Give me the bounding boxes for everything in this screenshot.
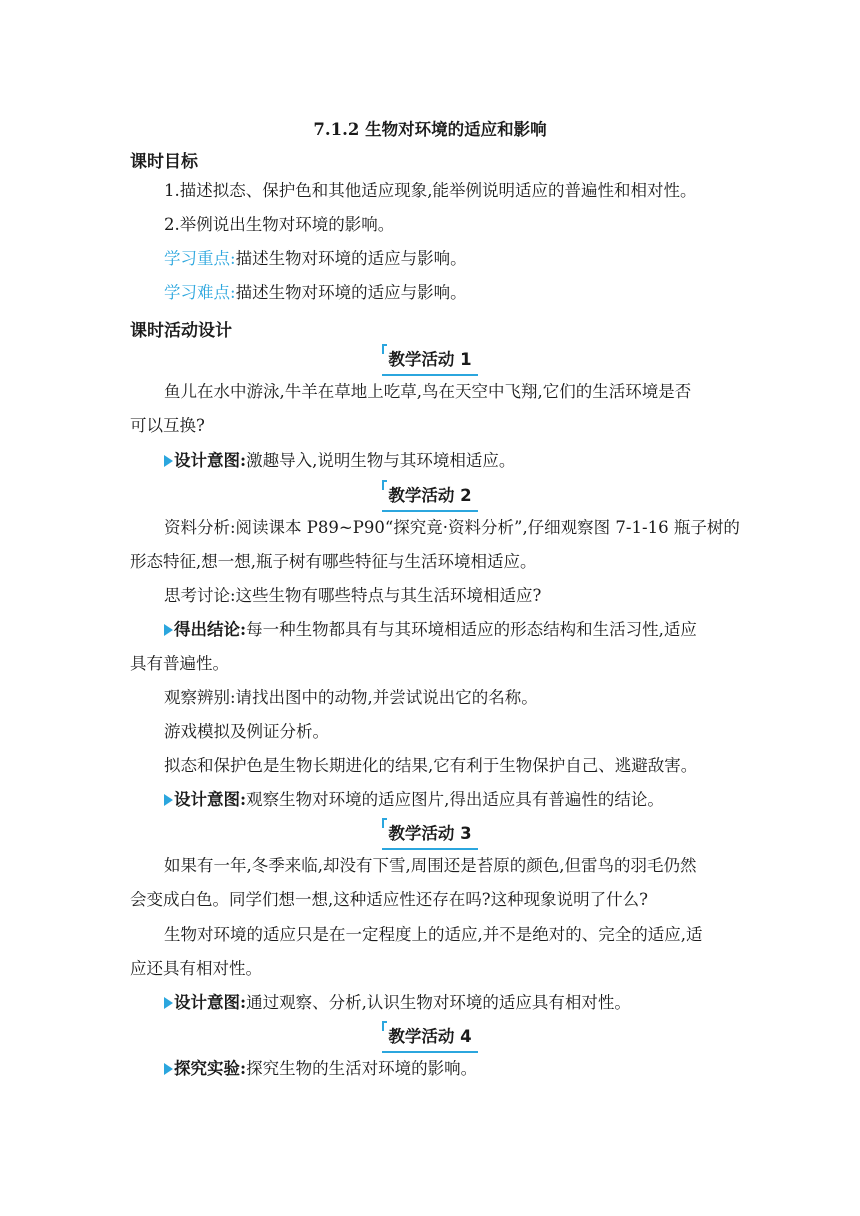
key-point [164, 249, 467, 269]
activity-1-label: 教学活动 1 [386, 346, 473, 373]
difficulty-text: 描述生物对环境的适应与影响。 [235, 283, 467, 302]
triangle-marker-icon [164, 624, 173, 636]
triangle-marker-icon [164, 794, 173, 806]
activity-2-observe: 观察辨别:请找出图中的动物,并尝试说出它的名称。 [164, 688, 538, 707]
design-heading: 课时活动设计 [130, 321, 232, 341]
intent-text: 激趣导入,说明生物与其环境相适应。 [246, 451, 516, 470]
activity-1-intent [164, 451, 515, 471]
goals-heading: 课时目标 [130, 152, 198, 172]
conclusion-text: 每一种生物都具有与其环境相适应的形态结构和生活习性,适应 [246, 620, 697, 639]
intent-text: 观察生物对环境的适应图片,得出适应具有普遍性的结论。 [246, 790, 664, 809]
activity-3-answer-line-1: 生物对环境的适应只是在一定程度上的适应,并不是绝对的、完全的适应,适 [164, 925, 703, 944]
activity-1-text-line-1: 鱼儿在水中游泳,牛羊在草地上吃草,鸟在天空中飞翔,它们的生活环境是否 [164, 382, 692, 401]
activity-2-text-line-2: 形态特征,想一想,瓶子树有哪些特征与生活环境相适应。 [130, 552, 537, 571]
activity-3-label: 教学活动 3 [386, 820, 473, 847]
activity-2-intent [164, 790, 664, 810]
triangle-marker-icon [164, 455, 173, 467]
activity-2-label: 教学活动 2 [386, 482, 473, 509]
activity-4-label: 教学活动 4 [386, 1023, 473, 1050]
activity-2-mimicry: 拟态和保护色是生物长期进化的结果,它有利于生物保护自己、逃避敌害。 [164, 756, 698, 775]
triangle-marker-icon [164, 997, 173, 1009]
intent-label: 设计意图: [174, 451, 247, 470]
activity-4-experiment [164, 1059, 477, 1079]
activity-3-header [0, 820, 860, 847]
key-point-text: 描述生物对环境的适应与影响。 [235, 249, 467, 268]
activity-4-header [0, 1023, 860, 1050]
conclusion-label: 得出结论: [174, 620, 247, 639]
intent-text: 通过观察、分析,认识生物对环境的适应具有相对性。 [246, 993, 631, 1012]
activity-2-header [0, 482, 860, 509]
activity-3-intent [164, 993, 631, 1013]
activity-2-conclusion-line-1 [164, 620, 697, 640]
intent-label: 设计意图: [174, 993, 247, 1012]
difficulty-point [164, 283, 467, 303]
activity-2-game: 游戏模拟及例证分析。 [164, 722, 329, 741]
activity-2-text-line-1: 资料分析:阅读课本 P89~P90“探究竟·资料分析”,仔细观察图 7-1-16 瓶子树的 [164, 518, 740, 537]
activity-3-answer-line-2: 应还具有相对性。 [130, 959, 262, 978]
goal-item-2: 2.举例说出生物对环境的影响。 [164, 215, 395, 234]
experiment-text: 探究生物的生活对环境的影响。 [246, 1059, 478, 1078]
activity-1-header [0, 346, 860, 373]
activity-3-text-line-1: 如果有一年,冬季来临,却没有下雪,周围还是苔原的颜色,但雷鸟的羽毛仍然 [164, 856, 697, 875]
intent-label: 设计意图: [174, 790, 247, 809]
activity-3-text-line-2: 会变成白色。同学们想一想,这种适应性还存在吗?这种现象说明了什么? [130, 890, 648, 909]
difficulty-label: 学习难点: [164, 283, 236, 302]
activity-2-conclusion-line-2: 具有普遍性。 [130, 654, 229, 673]
triangle-marker-icon [164, 1063, 173, 1075]
experiment-label: 探究实验: [174, 1059, 247, 1078]
activity-1-text-line-2: 可以互换? [130, 416, 205, 435]
activity-2-discussion: 思考讨论:这些生物有哪些特点与其生活环境相适应? [164, 586, 542, 605]
key-point-label: 学习重点: [164, 249, 236, 268]
page-title: 7.1.2 生物对环境的适应和影响 [313, 120, 547, 139]
goal-item-1: 1.描述拟态、保护色和其他适应现象,能举例说明适应的普遍性和相对性。 [164, 181, 697, 200]
